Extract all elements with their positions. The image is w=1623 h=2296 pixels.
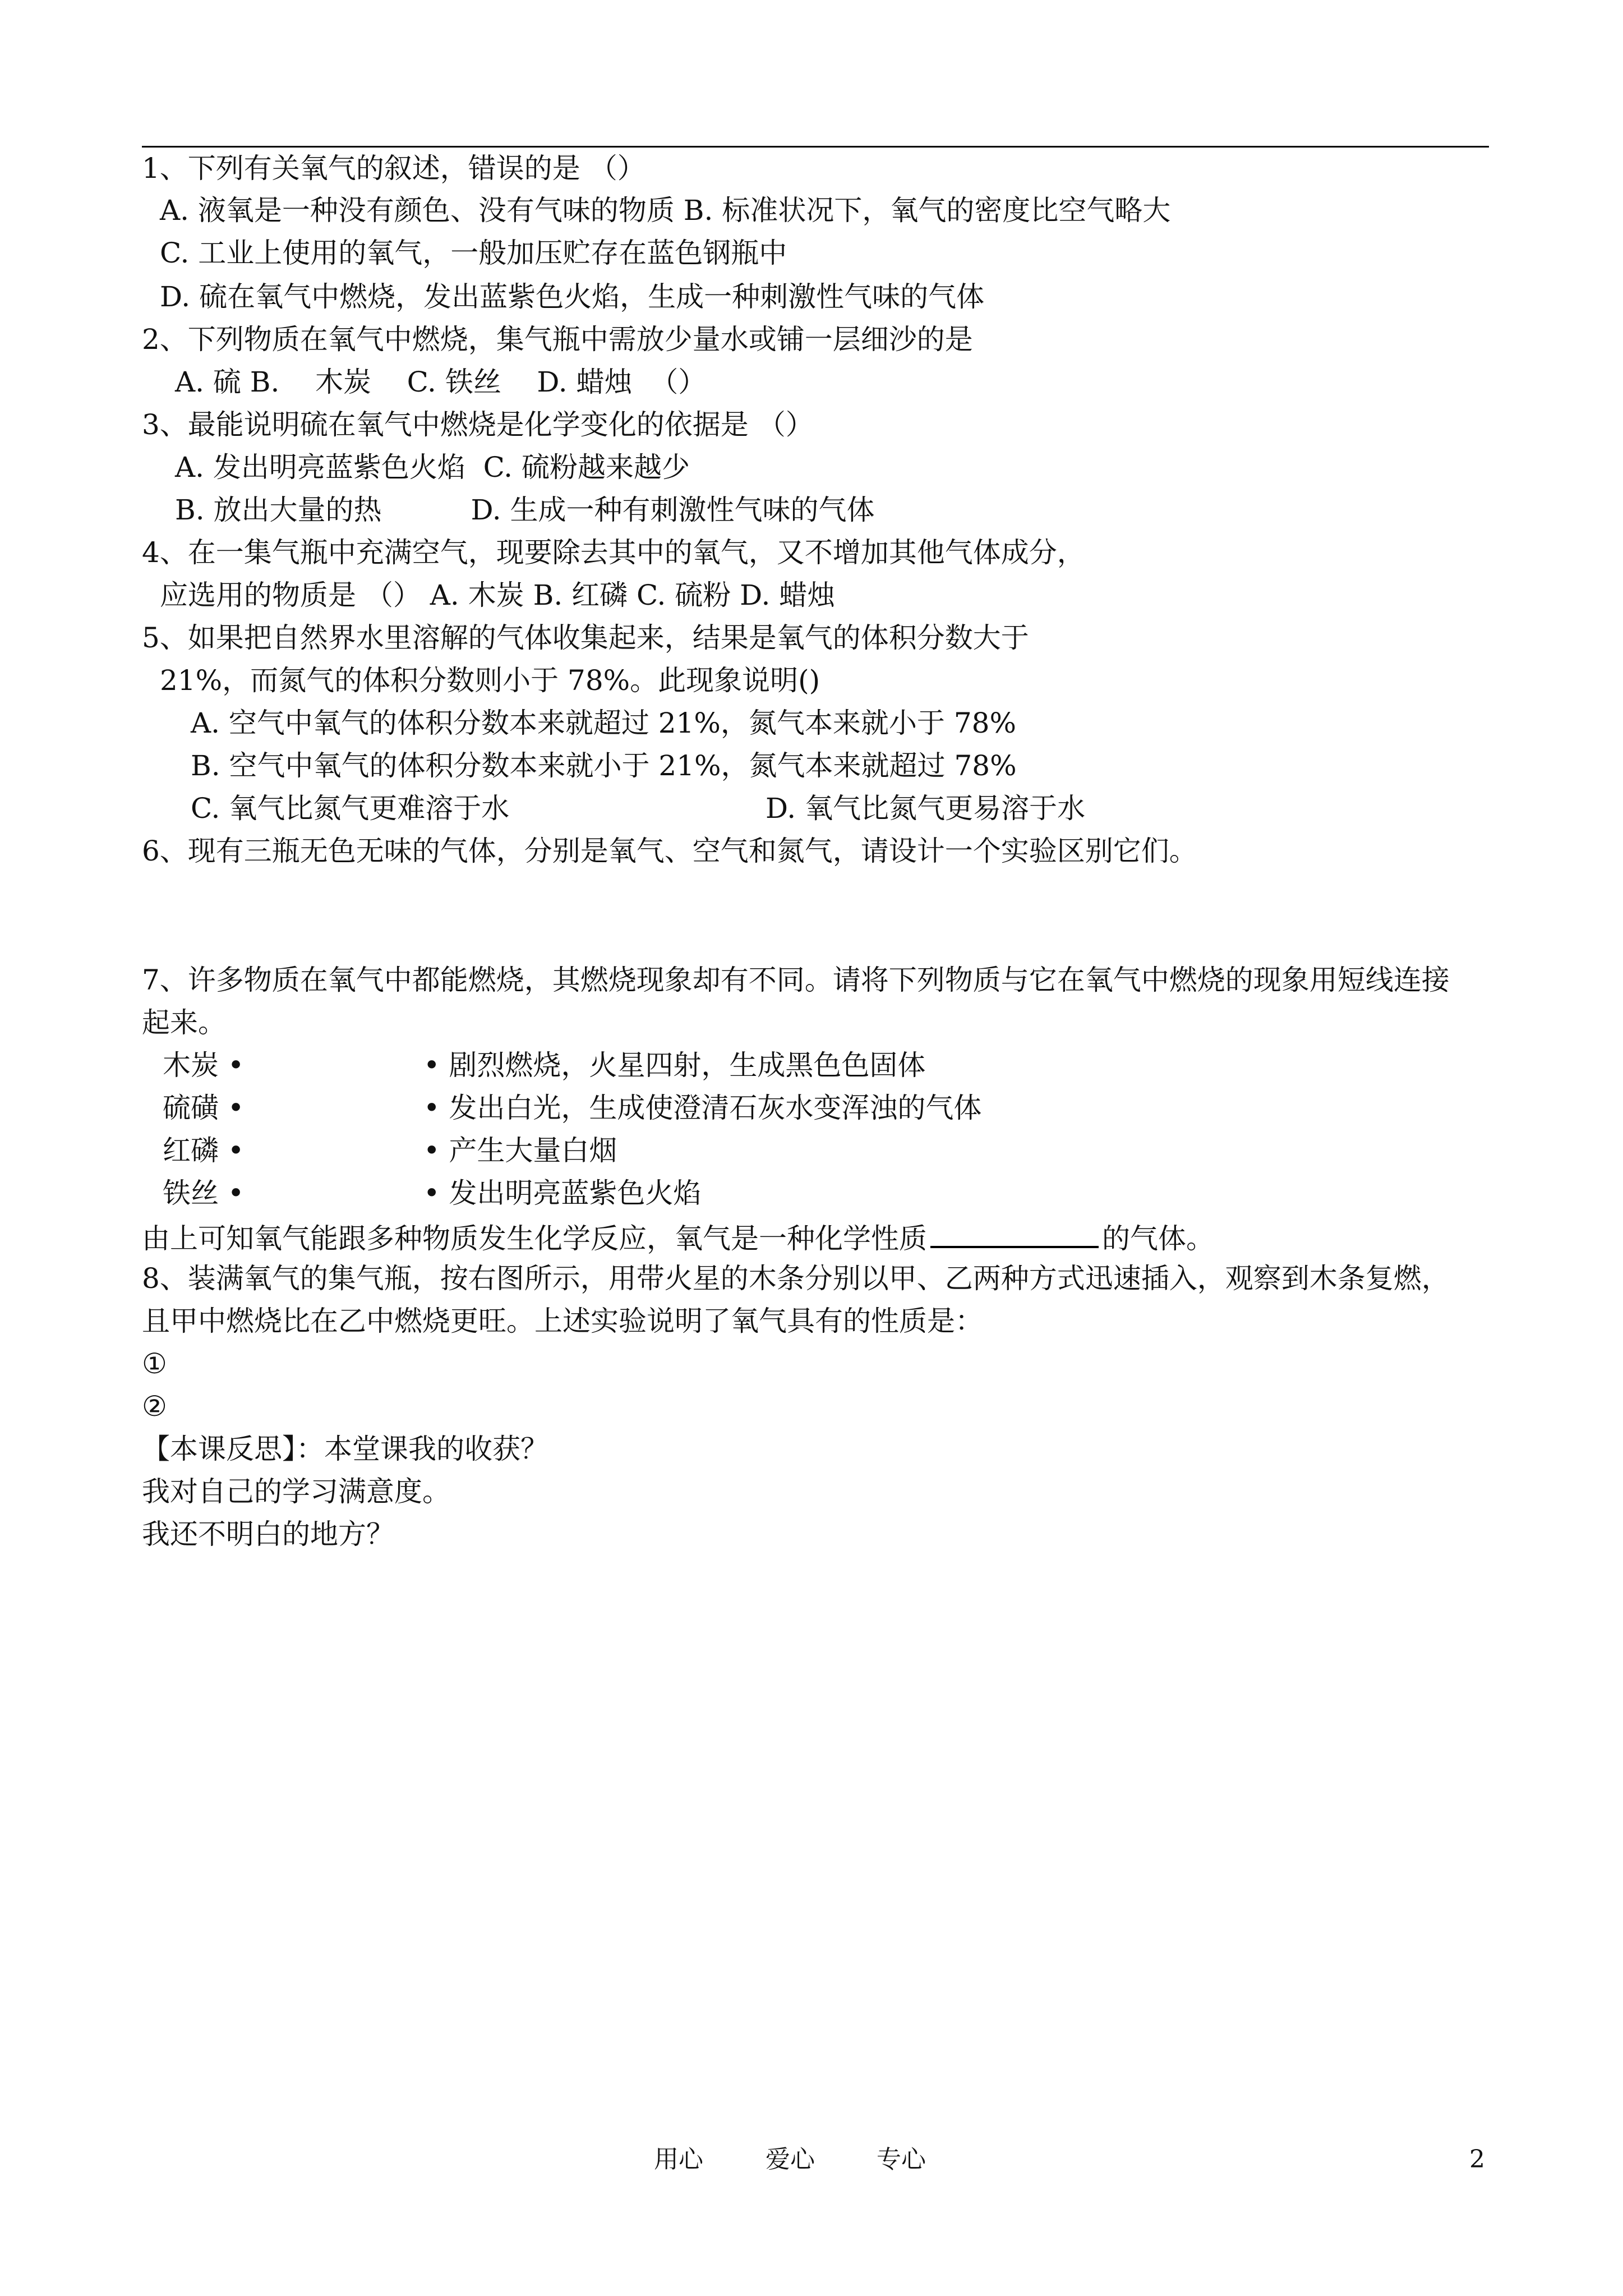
q5-option-c: C. 氧气比氮气更难溶于水: [191, 792, 510, 825]
q7-substance-item: 硫磺 •: [163, 1092, 245, 1124]
q5-stem: 5、如果把自然界水里溶解的气体收集起来，结果是氧气的体积分数大于: [142, 622, 1029, 654]
q5-option-b: B. 空气中氧气的体积分数本来就小于 21%，氮气本来就超过 78%: [191, 749, 1017, 782]
q8-stem-continued: 且甲中燃烧比在乙中燃烧更旺。上述实验说明了氧气具有的性质是：: [142, 1305, 983, 1337]
q7-substance-item: 木炭 •: [163, 1049, 245, 1082]
q7-conclusion-before: 由上可知氧气能跟多种物质发生化学反应，氧气是一种化学性质: [142, 1222, 927, 1255]
q7-phenomenon-item: • 发出白光，生成使澄清石灰水变浑浊的气体: [423, 1092, 982, 1124]
footer-motto-2: 爱心: [766, 2145, 815, 2174]
q5-stem-continued: 21%，而氮气的体积分数则小于 78%。此现象说明(): [160, 664, 820, 697]
q7-substance-item: 铁丝 •: [163, 1177, 245, 1209]
q7-phenomenon-item: • 产生大量白烟: [423, 1134, 617, 1167]
q3-options-b-d: B. 放出大量的热 D. 生成一种有刺激性气味的气体: [175, 494, 875, 526]
q3-options-a-c: A. 发出明亮蓝紫色火焰 C. 硫粉越来越少: [175, 451, 690, 484]
reflection-questions: 我还不明白的地方？: [142, 1518, 394, 1550]
q7-phenomenon-item: • 发出明亮蓝紫色火焰: [423, 1177, 702, 1209]
q8-stem: 8、装满氧气的集气瓶，按右图所示，用带火星的木条分别以甲、乙两种方式迅速插入，观察到木条复燃，: [142, 1262, 1450, 1295]
q1-options-a-b: A. 液氧是一种没有颜色、没有气味的物质 B. 标准状况下，氧气的密度比空气略大: [160, 194, 1171, 227]
q2-options: A. 硫 B. 木炭 C. 铁丝 D. 蜡烛 （）: [175, 366, 707, 398]
q5-option-a: A. 空气中氧气的体积分数本来就超过 21%，氮气本来就小于 78%: [191, 707, 1016, 739]
q4-stem-options: 应选用的物质是 （） A. 木炭 B. 红磷 C. 硫粉 D. 蜡烛: [160, 579, 836, 611]
reflection-harvest: 【本课反思】：本堂课我的收获？: [142, 1433, 548, 1465]
q8-answer-item-1: ①: [142, 1347, 167, 1380]
q6-stem: 6、现有三瓶无色无味的气体，分别是氧气、空气和氮气，请设计一个实验区别它们。: [142, 835, 1197, 867]
q7-stem-continued: 起来。: [142, 1006, 226, 1039]
q1-option-d: D. 硫在氧气中燃烧，发出蓝紫色火焰，生成一种刺激性气味的气体: [160, 280, 985, 313]
footer-motto-1: 用心: [654, 2145, 703, 2174]
q1-stem: 1、下列有关氧气的叙述，错误的是 （）: [142, 152, 645, 185]
page-number: 2: [1469, 2145, 1485, 2174]
q5-option-d: D. 氧气比氮气更易溶于水: [766, 792, 1086, 825]
q3-stem: 3、最能说明硫在氧气中燃烧是化学变化的依据是 （）: [142, 408, 814, 441]
q7-phenomenon-item: • 剧烈燃烧，火星四射，生成黑色色固体: [423, 1049, 926, 1082]
q7-conclusion: [142, 1218, 1214, 1257]
q7-stem: 7、许多物质在氧气中都能燃烧，其燃烧现象却有不同。请将下列物质与它在氧气中燃烧的现象用短线连接: [142, 964, 1450, 996]
q1-option-c: C. 工业上使用的氧气，一般加压贮存在蓝色钢瓶中: [160, 237, 787, 269]
reflection-satisfaction: 我对自己的学习满意度。: [142, 1475, 450, 1508]
q7-answer-blank[interactable]: [930, 1218, 1099, 1248]
q7-substance-item: 红磷 •: [163, 1134, 245, 1167]
q7-conclusion-after: 的气体。: [1102, 1222, 1214, 1255]
q2-stem: 2、下列物质在氧气中燃烧，集气瓶中需放少量水或铺一层细沙的是: [142, 323, 973, 356]
footer-motto-3: 专心: [877, 2145, 926, 2174]
q8-answer-item-2: ②: [142, 1390, 167, 1423]
header-rule: [142, 146, 1489, 148]
q4-stem: 4、在一集气瓶中充满空气，现要除去其中的氧气，又不增加其他气体成分，: [142, 536, 1085, 569]
